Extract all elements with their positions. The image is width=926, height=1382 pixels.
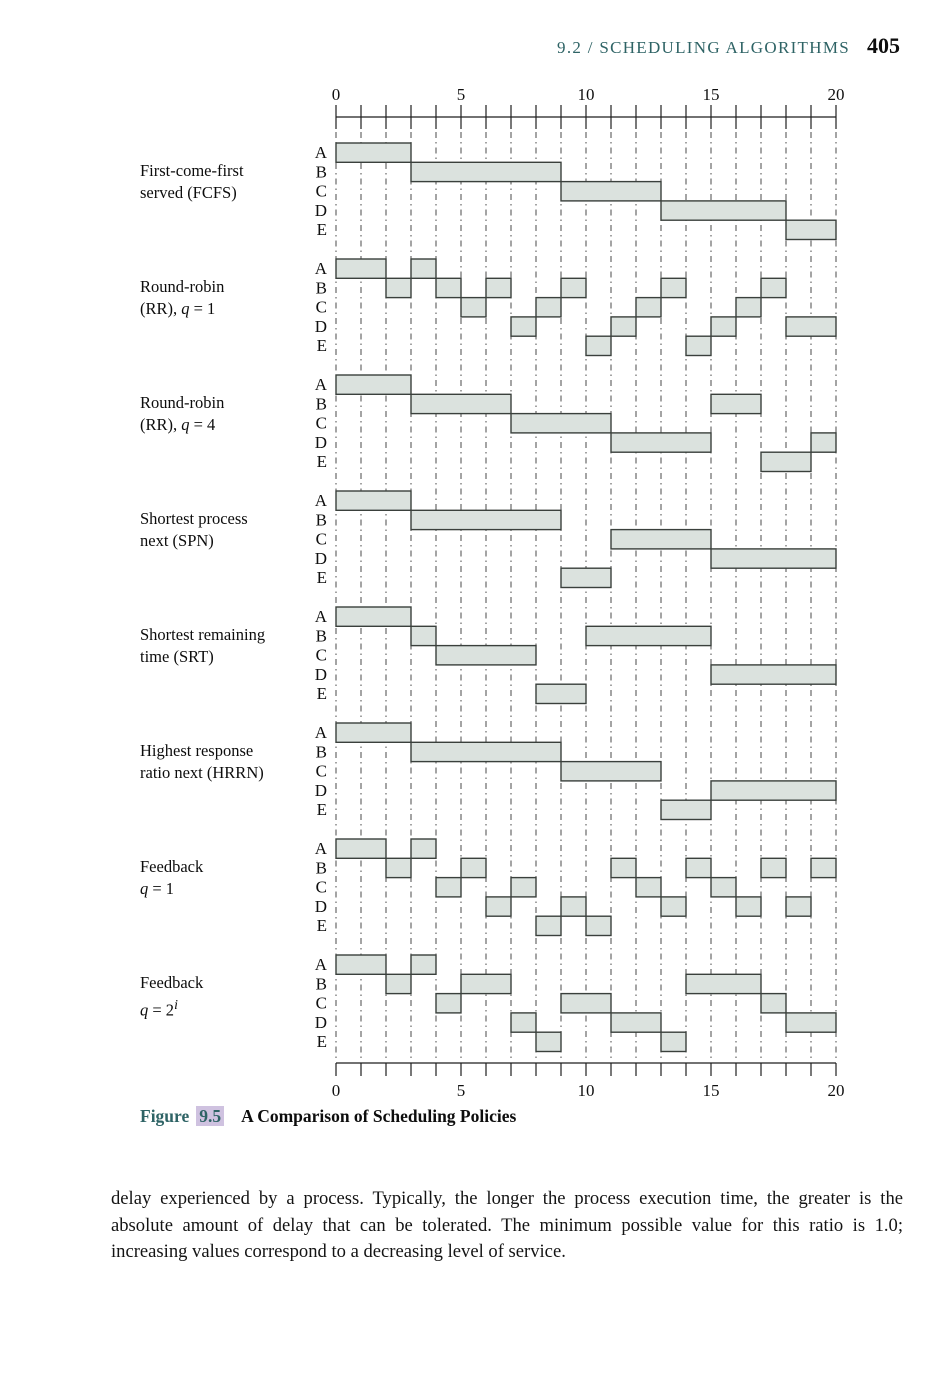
row-letter: A: [314, 955, 327, 974]
gantt-bar-rr-q4-E: [761, 452, 811, 471]
row-letter: A: [314, 259, 327, 278]
gantt-bar-rr-q1-D: [711, 317, 736, 336]
body-paragraph: delay experienced by a process. Typically, the longer the process execution time, the greater is the absolute amount of delay that can be tolerated. The minimum possible value for this ratio is 1.0; increasing values correspond to a decreasing level of service.: [111, 1188, 903, 1263]
gantt-bar-fb-q1-B: [811, 858, 836, 877]
row-letter: E: [316, 684, 327, 704]
gantt-bar-rr-q4-D: [611, 433, 711, 452]
gantt-bar-rr-q1-C: [636, 298, 661, 317]
row-letter: C: [315, 761, 327, 781]
row-letter: D: [314, 664, 327, 684]
row-letter: B: [315, 510, 327, 530]
axis-label-top: 20: [827, 85, 845, 104]
gantt-bar-fb-q2i-C: [761, 994, 786, 1013]
gantt-bar-fb-q1-B: [386, 858, 411, 877]
row-letter: A: [314, 491, 327, 510]
gantt-bar-rr-q1-D: [786, 317, 836, 336]
policy-label-fcfs: First-come-first served (FCFS): [140, 160, 244, 202]
axis-label-top: 0: [331, 85, 341, 104]
gantt-bar-rr-q1-C: [461, 298, 486, 317]
row-letter: C: [315, 529, 327, 549]
gantt-bar-rr-q4-D: [811, 433, 836, 452]
gantt-bar-fb-q2i-A: [411, 955, 436, 974]
row-letter: B: [315, 626, 327, 646]
gantt-bar-fb-q1-C: [511, 878, 536, 897]
row-letter: B: [315, 974, 327, 994]
gantt-bar-fb-q2i-C: [436, 994, 461, 1013]
policy-label-fb-q2i: Feedback $q = 2^i$: [140, 972, 204, 1019]
gantt-bar-fcfs-A: [336, 143, 411, 162]
gantt-bar-fb-q2i-B: [686, 974, 761, 993]
row-letter: D: [314, 316, 327, 336]
axis-tick-labels: [332, 85, 845, 1100]
gantt-bar-rr-q1-B: [436, 278, 461, 297]
row-letter: C: [315, 181, 327, 201]
gantt-bar-fb-q2i-B: [386, 974, 411, 993]
gantt-bar-fcfs-B: [411, 162, 561, 181]
row-letter: B: [315, 742, 327, 762]
gantt-bar-fb-q1-E: [586, 916, 611, 935]
row-letter: D: [314, 896, 327, 916]
row-letter: D: [314, 200, 327, 220]
row-letter: C: [315, 993, 327, 1013]
policy-label-fb-q1: Feedback q = 1: [140, 856, 204, 898]
policy-label-srt: Shortest remaining time (SRT): [140, 624, 266, 666]
gantt-bar-rr-q1-E: [686, 336, 711, 355]
gantt-bar-fb-q1-D: [786, 897, 811, 916]
axis-label-top: 10: [577, 85, 595, 104]
row-letter: E: [316, 452, 327, 472]
row-letter: D: [314, 548, 327, 568]
row-letter: A: [314, 607, 327, 626]
gantt-bar-hrrn-B: [411, 742, 561, 761]
gantt-bar-hrrn-D: [711, 781, 836, 800]
row-letter: C: [315, 645, 327, 665]
gantt-bar-rr-q1-D: [511, 317, 536, 336]
gantt-bar-srt-B: [411, 626, 436, 645]
gantt-bar-rr-q1-B: [561, 278, 586, 297]
gantt-bar-srt-C: [436, 646, 536, 665]
row-letter: A: [314, 143, 327, 162]
gantt-bar-srt-A: [336, 607, 411, 626]
policy-label-rr-q1: Round-robin (RR), q = 1: [140, 276, 225, 318]
row-letter: E: [316, 220, 327, 240]
running-head: 9.2 / SCHEDULING ALGORITHMS: [557, 38, 850, 57]
gantt-bar-fb-q2i-D: [611, 1013, 661, 1032]
axis-label-bottom: 10: [577, 1081, 595, 1100]
row-letter: C: [315, 413, 327, 433]
row-letter: E: [316, 1032, 327, 1052]
gantt-bar-fb-q2i-C: [561, 994, 611, 1013]
gantt-bar-hrrn-E: [661, 800, 711, 819]
gantt-bar-rr-q4-C: [511, 414, 611, 433]
gantt-bar-srt-E: [536, 684, 586, 703]
gantt-bar-fb-q1-B: [611, 858, 636, 877]
axis-label-bottom: 5: [456, 1081, 466, 1100]
gantt-bar-rr-q1-C: [736, 298, 761, 317]
gantt-bar-rr-q1-B: [661, 278, 686, 297]
caption-figure-word: Figure: [140, 1106, 190, 1126]
gantt-bar-rr-q1-B: [761, 278, 786, 297]
row-letter: C: [315, 877, 327, 897]
gantt-bar-rr-q4-A: [336, 375, 411, 394]
row-letter: B: [315, 162, 327, 182]
row-letter: D: [314, 1012, 327, 1032]
gantt-bar-fb-q1-D: [661, 897, 686, 916]
gantt-bar-spn-A: [336, 491, 411, 510]
gantt-bar-rr-q1-D: [611, 317, 636, 336]
policy-label-rr-q4: Round-robin (RR), q = 4: [140, 392, 225, 434]
row-letter: E: [316, 800, 327, 820]
gantt-bar-fb-q2i-D: [511, 1013, 536, 1032]
gantt-bar-fcfs-D: [661, 201, 786, 220]
row-letter: B: [315, 394, 327, 414]
gantt-bar-fb-q1-B: [761, 858, 786, 877]
gantt-bar-fb-q1-B: [461, 858, 486, 877]
axis-label-bottom: 20: [827, 1081, 845, 1100]
axis-label-top: 5: [456, 85, 466, 104]
axis-label-bottom: 0: [331, 1081, 341, 1100]
axis-label-top: 15: [702, 85, 720, 104]
policy-label-spn: Shortest process next (SPN): [140, 508, 248, 550]
gantt-bar-fb-q1-A: [411, 839, 436, 858]
row-letter: E: [316, 336, 327, 356]
gantt-bar-fb-q1-C: [436, 878, 461, 897]
gantt-bar-spn-D: [711, 549, 836, 568]
caption-title: A Comparison of Scheduling Policies: [241, 1106, 517, 1126]
row-letter: B: [315, 278, 327, 298]
gantt-bar-fb-q1-D: [561, 897, 586, 916]
figure-caption: [140, 1106, 516, 1127]
gantt-bar-srt-B: [586, 626, 711, 645]
gantt-bar-rr-q1-A: [411, 259, 436, 278]
gantt-bar-fcfs-C: [561, 182, 661, 201]
gantt-bar-spn-C: [611, 530, 711, 549]
gantt-bar-fb-q2i-E: [536, 1032, 561, 1051]
gantt-bar-rr-q1-C: [536, 298, 561, 317]
gantt-bar-fb-q1-B: [686, 858, 711, 877]
gantt-bar-rr-q4-B: [711, 394, 761, 413]
gantt-bar-fb-q1-D: [736, 897, 761, 916]
row-letter: D: [314, 780, 327, 800]
gantt-bar-fb-q1-C: [636, 878, 661, 897]
gantt-bar-spn-B: [411, 510, 561, 529]
gantt-bar-hrrn-C: [561, 762, 661, 781]
gantt-bar-hrrn-A: [336, 723, 411, 742]
gantt-bar-rr-q4-B: [411, 394, 511, 413]
gantt-bar-fb-q2i-D: [786, 1013, 836, 1032]
gantt-bar-spn-E: [561, 568, 611, 587]
gantt-bar-rr-q1-E: [586, 336, 611, 355]
gantt-bar-fb-q1-D: [486, 897, 511, 916]
caption-figure-number: 9.5: [196, 1106, 224, 1126]
gantt-bar-fb-q2i-B: [461, 974, 511, 993]
row-letter: A: [314, 839, 327, 858]
row-letter: B: [315, 858, 327, 878]
gantt-bar-fb-q2i-E: [661, 1032, 686, 1051]
row-letter: A: [314, 723, 327, 742]
gantt-bar-fb-q1-E: [536, 916, 561, 935]
row-letter: A: [314, 375, 327, 394]
page-number: 405: [867, 33, 900, 58]
row-letter: E: [316, 568, 327, 588]
gantt-bar-fb-q1-C: [711, 878, 736, 897]
gantt-bar-fcfs-E: [786, 220, 836, 239]
row-letter: D: [314, 432, 327, 452]
policy-label-hrrn: Highest response ratio next (HRRN): [140, 740, 264, 782]
row-letter: E: [316, 916, 327, 936]
gantt-bar-rr-q1-B: [486, 278, 511, 297]
gantt-bar-rr-q1-B: [386, 278, 411, 297]
gantt-bar-srt-D: [711, 665, 836, 684]
row-letter: C: [315, 297, 327, 317]
axis-label-bottom: 15: [702, 1081, 720, 1100]
